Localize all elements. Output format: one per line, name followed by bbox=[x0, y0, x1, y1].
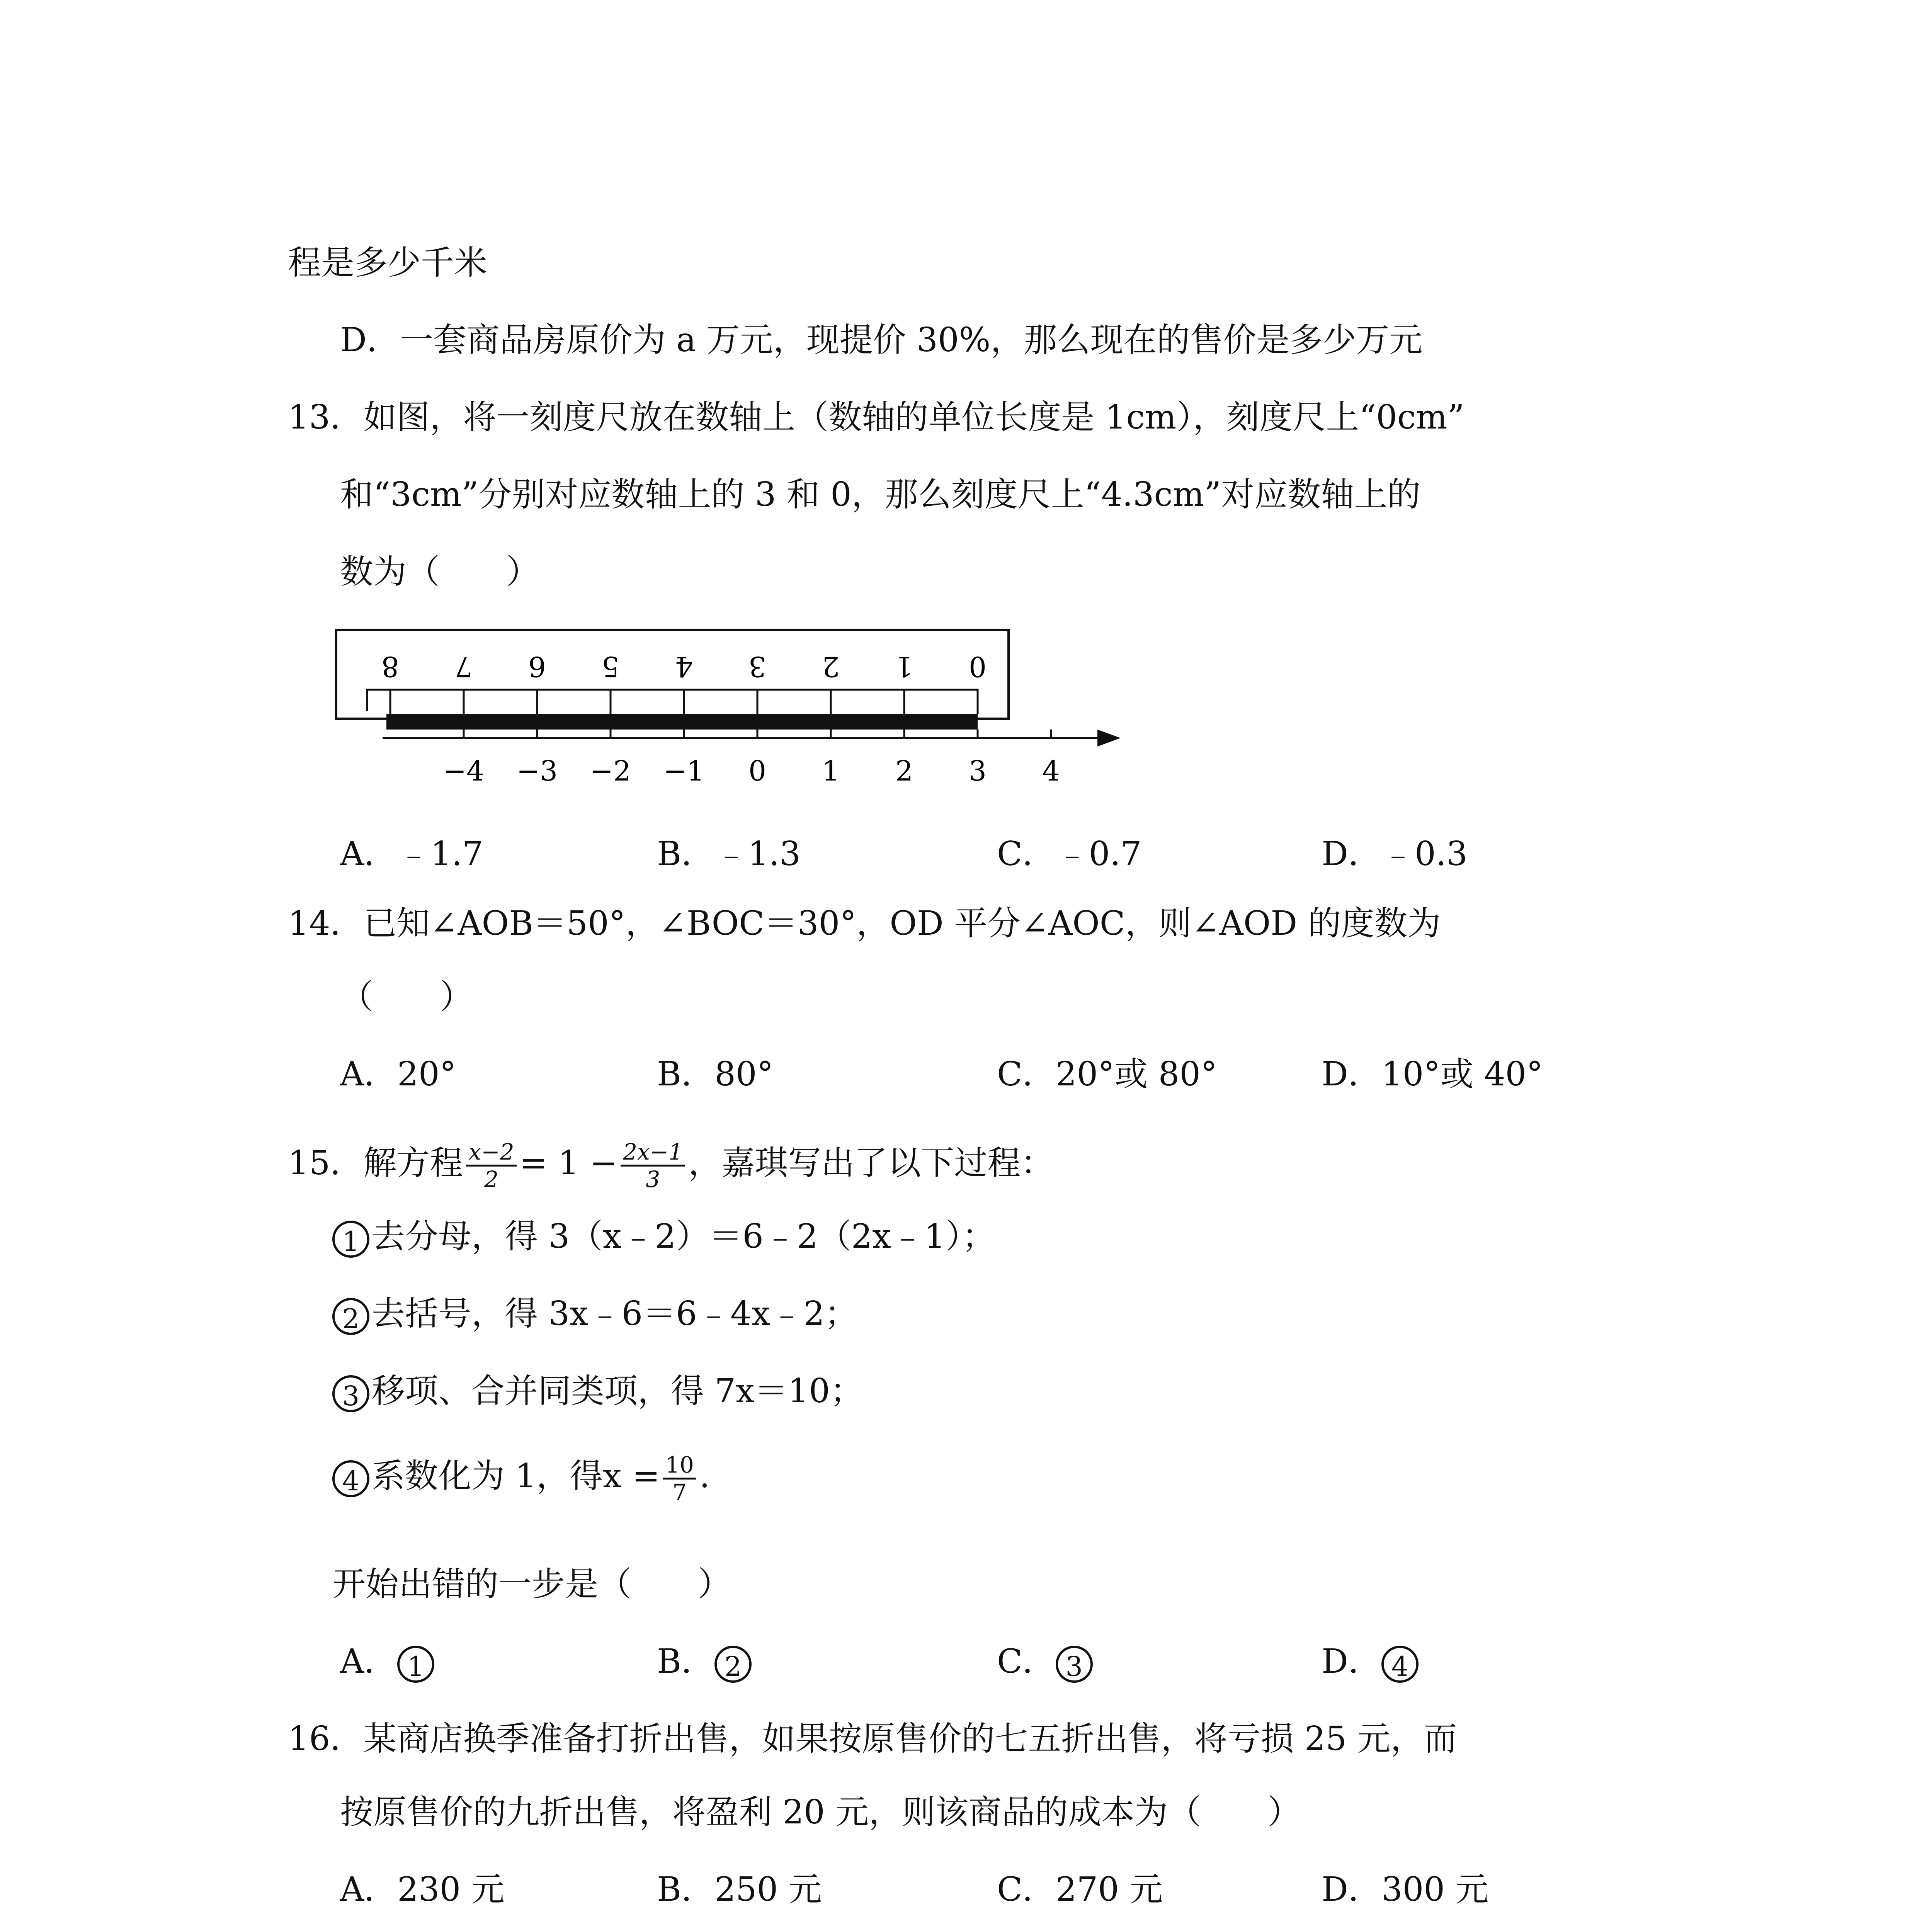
axis-label: 1 bbox=[822, 755, 840, 787]
ruler-label: 4 bbox=[675, 650, 693, 683]
q13-line1: 13．如图，将一刻度尺放在数轴上（数轴的单位长度是 1cm），刻度尺上“0cm” bbox=[288, 398, 1465, 437]
q15-option-c-letter: C． bbox=[997, 1642, 1056, 1681]
circled-3-icon: 3 bbox=[1056, 1646, 1093, 1683]
step-2-circle-icon: 2 bbox=[332, 1298, 369, 1335]
q15-mid: = 1 − bbox=[519, 1144, 618, 1182]
q13-line3: 数为（ ） bbox=[340, 553, 539, 591]
q15-frac2-den: 3 bbox=[646, 1166, 660, 1192]
q15-option-a[interactable] bbox=[340, 1638, 437, 1685]
q15-step4 bbox=[332, 1445, 710, 1507]
step-4-circle-icon: 4 bbox=[332, 1460, 369, 1497]
ruler-label: 5 bbox=[602, 650, 619, 683]
q14-option-a[interactable]: A．20° bbox=[340, 1055, 456, 1094]
q16-line1: 16．某商店换季准备打折出售，如果按原售价的七五折出售，将亏损 25 元，而 bbox=[288, 1719, 1457, 1758]
q13-option-c[interactable]: C．﹣0.7 bbox=[997, 835, 1142, 873]
q12-tail: 程是多少千米 bbox=[288, 243, 487, 282]
ruler-label: 6 bbox=[528, 650, 546, 683]
q15-option-c[interactable] bbox=[997, 1638, 1095, 1685]
axis-label: −4 bbox=[443, 755, 485, 787]
q15-step4-fraction bbox=[663, 1452, 696, 1505]
q15-suffix: ，嘉琪写出了以下过程： bbox=[688, 1144, 1054, 1182]
ruler-label: 7 bbox=[455, 650, 473, 683]
circled-1-icon: 1 bbox=[397, 1646, 434, 1683]
q14-line2: （ ） bbox=[340, 978, 473, 1016]
q13-line2: 和“3cm”分别对应数轴上的 3 和 0，那么刻度尺上“4.3cm”对应数轴上的 bbox=[340, 475, 1421, 514]
axis-label: 4 bbox=[1042, 755, 1060, 787]
q15-step1-text: 去分母，得 3（x﹣2）＝6﹣2（2x﹣1）； bbox=[372, 1217, 995, 1256]
q15-option-d-letter: D． bbox=[1322, 1642, 1381, 1681]
q16-option-c[interactable]: C．270 元 bbox=[997, 1870, 1163, 1909]
q15-step4-pre: 系数化为 1，得x = bbox=[372, 1457, 660, 1495]
ruler-black-band bbox=[386, 714, 978, 730]
q15-fraction-2 bbox=[621, 1139, 685, 1192]
q16-option-d[interactable]: D．300 元 bbox=[1322, 1870, 1489, 1909]
q14-line1: 14．已知∠AOB＝50°，∠BOC＝30°，OD 平分∠AOC，则∠AOD 的度数为 bbox=[288, 904, 1441, 943]
q15-fraction-1 bbox=[466, 1139, 516, 1192]
axis-label: −1 bbox=[663, 755, 705, 787]
q12-option-d: D．一套商品房原价为 a 万元，现提价 30%，那么现在的售价是多少万元 bbox=[340, 321, 1423, 359]
q15-prefix: 15．解方程 bbox=[288, 1144, 463, 1182]
q16-option-b[interactable]: B．250 元 bbox=[657, 1870, 822, 1909]
q13-option-d[interactable]: D．﹣0.3 bbox=[1322, 835, 1468, 873]
q14-option-d[interactable]: D．10°或 40° bbox=[1322, 1055, 1543, 1094]
q15-option-b-letter: B． bbox=[657, 1642, 715, 1681]
axis-label: 0 bbox=[748, 755, 766, 787]
q15-step4-den: 7 bbox=[672, 1479, 687, 1505]
q15-step4-post: . bbox=[699, 1457, 710, 1495]
ruler-label: 0 bbox=[969, 650, 987, 683]
q15-frac1-num: x−2 bbox=[466, 1139, 516, 1167]
ruler-label: 3 bbox=[748, 650, 766, 683]
circled-2-icon: 2 bbox=[714, 1646, 752, 1683]
axis-label: 2 bbox=[895, 755, 913, 787]
q15-option-a-letter: A． bbox=[340, 1642, 398, 1681]
ruler-label: 2 bbox=[822, 650, 840, 683]
q14-option-b[interactable]: B．80° bbox=[657, 1055, 774, 1094]
step-1-circle-icon: 1 bbox=[332, 1221, 369, 1258]
ruler-inner-frame bbox=[367, 690, 978, 711]
q14-option-c[interactable]: C．20°或 80° bbox=[997, 1055, 1218, 1094]
axis-label: −2 bbox=[590, 755, 631, 787]
step-3-circle-icon: 3 bbox=[332, 1375, 369, 1412]
ruler-label: 8 bbox=[381, 650, 399, 683]
q15-frac2-num: 2x−1 bbox=[621, 1139, 685, 1167]
ruler-number-line-figure bbox=[332, 626, 1128, 811]
number-line-arrow bbox=[1097, 730, 1121, 747]
axis-label: −3 bbox=[516, 755, 558, 787]
q15-step2 bbox=[332, 1291, 858, 1337]
q15-step2-text: 去括号，得 3x﹣6＝6﹣4x﹣2； bbox=[372, 1294, 858, 1333]
q15-step3 bbox=[332, 1368, 863, 1414]
circled-4-icon: 4 bbox=[1381, 1646, 1419, 1683]
q16-line2: 按原售价的九折出售，将盈利 20 元，则该商品的成本为（ ） bbox=[340, 1793, 1301, 1832]
q16-option-a[interactable]: A．230 元 bbox=[340, 1870, 505, 1909]
q15-option-d[interactable] bbox=[1322, 1638, 1421, 1685]
q15-stem bbox=[288, 1132, 1054, 1194]
axis-label: 3 bbox=[969, 755, 987, 787]
q15-step1 bbox=[332, 1213, 995, 1260]
q13-option-b[interactable]: B．﹣1.3 bbox=[657, 835, 801, 873]
q13-option-a[interactable]: A．﹣1.7 bbox=[340, 835, 483, 873]
ruler-label: 1 bbox=[895, 650, 913, 683]
q15-step4-num: 10 bbox=[663, 1452, 696, 1480]
q15-step3-text: 移项、合并同类项，得 7x＝10； bbox=[372, 1372, 863, 1410]
q15-frac1-den: 2 bbox=[484, 1166, 498, 1192]
q15-question: 开始出错的一步是（ ） bbox=[332, 1565, 731, 1604]
q15-option-b[interactable] bbox=[657, 1638, 754, 1685]
